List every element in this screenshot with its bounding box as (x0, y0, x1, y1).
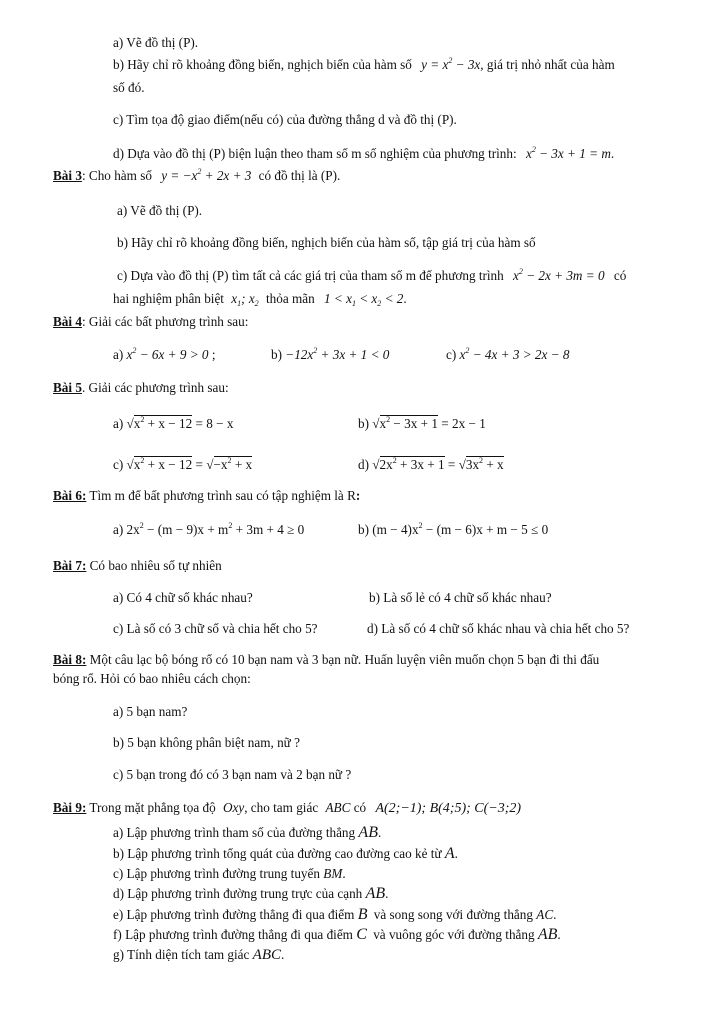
bai5-heading: Bài 5. Giải các phương trình sau: (53, 380, 229, 395)
bai8-heading: Bài 8: Một câu lạc bộ bóng rổ có 10 bạn nam và 3 bạn nữ. Huấn luyện viên muốn chọn 5 bạn đi thi đấu (53, 652, 600, 667)
item-3c-cont: hai nghiệm phân biệt $x_1$; $x_2$ thỏa mãn $1 < x_1 < x_2 < 2$. (113, 291, 407, 308)
item-9d: d) Lập phương trình đường trung trực của cạnh AB. (113, 885, 389, 902)
item-6b: b) $(m - 4)x^2 - (m - 6)x + m - 5 \le 0$ (358, 521, 549, 537)
item-7b: b) Là số lẻ có 4 chữ số khác nhau? (369, 590, 552, 605)
bai4-heading: Bài 4: Giải các bất phương trình sau: (53, 314, 249, 329)
item-4c: c) $x^2 - 4x + 3 > 2x - 8$ (446, 346, 570, 362)
item-8c: c) 5 bạn trong đó có 3 bạn nam và 2 bạn nữ ? (113, 767, 352, 782)
item-9b: b) Lập phương trình tổng quát của đường cao đường cao kẻ từ A. (113, 845, 458, 862)
item-9a: a) Lập phương trình tham số của đường thẳng AB. (113, 824, 382, 841)
bai7-heading: Bài 7: Có bao nhiêu số tự nhiên (53, 558, 222, 573)
item-5b: b) $√x^2 - 3x + 1 = 2x - 1$ (358, 415, 486, 431)
item-5a: a) $√x^2 + x - 12 = 8 - x$ (113, 415, 234, 431)
bai3-heading: Bài 3: Cho hàm số $y = -x^2 + 2x + 3$ có đồ thị là (P). (53, 167, 341, 183)
item-3b: b) Hãy chỉ rõ khoảng đồng biến, nghịch biến của hàm số, tập giá trị của hàm số (117, 235, 536, 250)
item-8a: a) 5 bạn nam? (113, 704, 188, 719)
bai6-heading: Bài 6: Tìm m để bất phương trình sau có tập nghiệm là R: (53, 488, 361, 503)
item-2c: c) Tìm tọa độ giao điểm(nếu có) của đường thẳng d và đồ thị (P). (113, 112, 457, 127)
item-7c: c) Là số có 3 chữ số và chia hết cho 5? (113, 621, 318, 636)
item-2d: d) Dựa vào đồ thị (P) biện luận theo tham số m số nghiệm của phương trình: $x^2 - 3x + 1 = m$. (113, 145, 615, 161)
item-7d: d) Là số có 4 chữ số khác nhau và chia hết cho 5? (367, 621, 630, 636)
item-9e: e) Lập phương trình đường thẳng đi qua điểm B và song song với đường thẳng AC. (113, 906, 557, 923)
item-9f: f) Lập phương trình đường thẳng đi qua điểm C và vuông góc với đường thẳng AB. (113, 926, 561, 943)
item-7a: a) Có 4 chữ số khác nhau? (113, 590, 253, 605)
item-5d: d) $√2x^2 + 3x + 1 = √3x^2 + x$ (358, 456, 504, 472)
item-6a: a) $2x^2 - (m - 9)x + m^2 + 3m + 4 \ge 0$ (113, 521, 305, 537)
item-9c: c) Lập phương trình đường trung tuyến BM. (113, 866, 346, 881)
item-3c: c) Dựa vào đồ thị (P) tìm tất cả các giá trị của tham số m để phương trình $x^2 - 2x + 3m = 0$ có (117, 267, 627, 283)
bai9-heading: Bài 9: Trong mặt phẳng tọa độ Oxy, cho tam giác ABC có A(2;−1); B(4;5); C(−3;2) (53, 800, 522, 816)
item-4b: $b) -12x^2 + 3x + 1 < 0$ (271, 346, 390, 362)
item-8b: b) 5 bạn không phân biệt nam, nữ ? (113, 735, 300, 750)
item-2a: a) Vẽ đồ thị (P). (113, 35, 199, 50)
item-2b: b) Hãy chỉ rõ khoảng đồng biến, nghịch biến của hàm số $y = x^2 - 3x$, giá trị nhỏ nhất của hàm (113, 56, 615, 72)
item-3a: a) Vẽ đồ thị (P). (117, 203, 203, 218)
item-2b-cont: số đó. (113, 80, 145, 95)
item-9g: g) Tính diện tích tam giác ABC. (113, 947, 285, 963)
bai8-cont: bóng rổ. Hỏi có bao nhiêu cách chọn: (53, 671, 251, 686)
item-5c: c) $√x^2 + x - 12 = √-x^2 + x$ (113, 456, 253, 472)
item-4a: a) $x^2 - 6x + 9 > 0$ ; (113, 346, 216, 362)
